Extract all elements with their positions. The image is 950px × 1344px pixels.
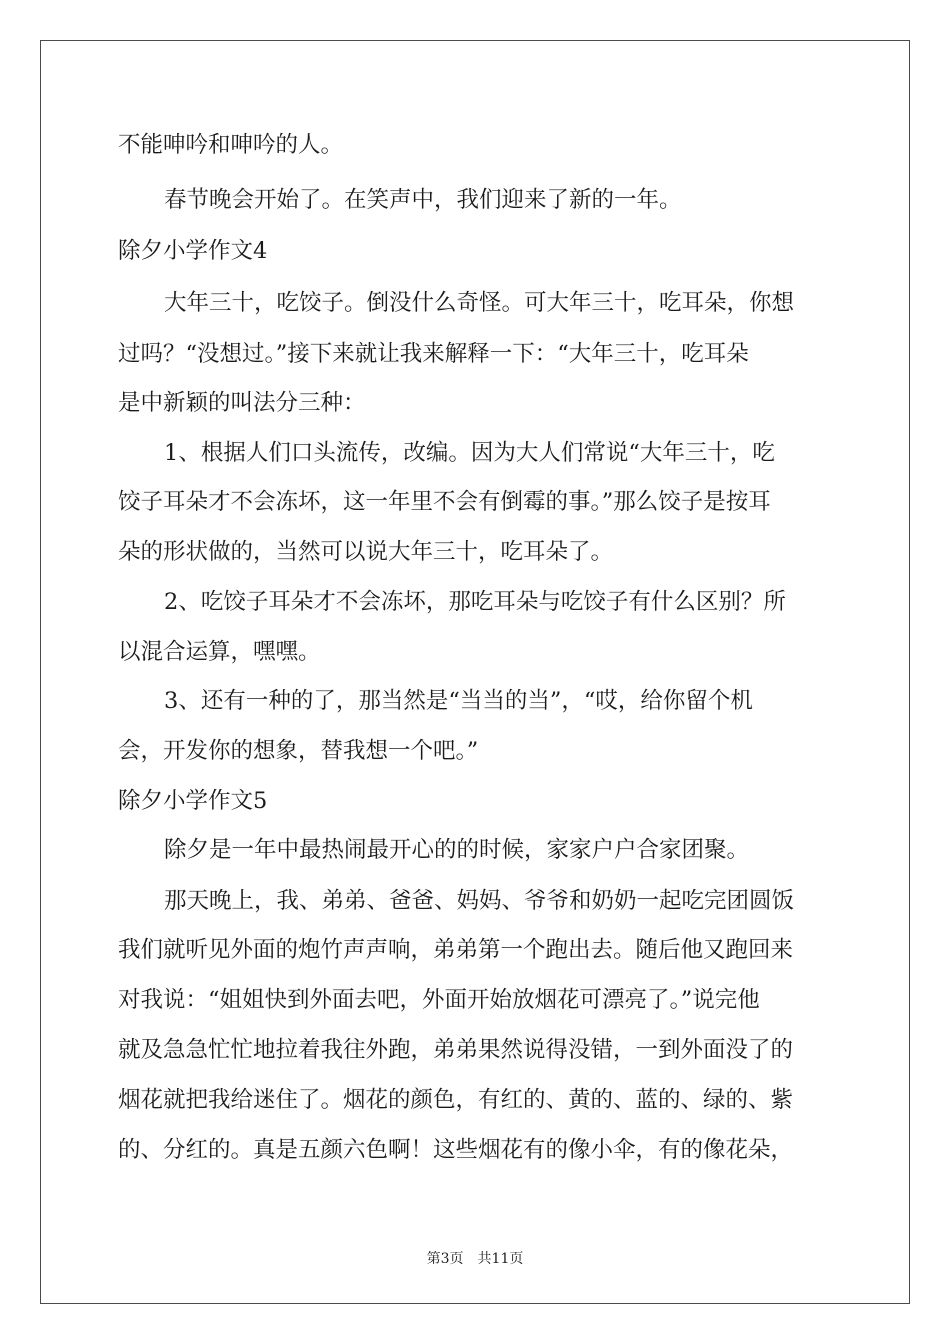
paragraph-line: 以混合运算，嘿嘿。 [118,639,321,665]
paragraph-line: 就及急急忙忙地拉着我往外跑，弟弟果然说得没错，一到外面没了的 [118,1037,794,1063]
paragraph-line: 那天晚上，我、弟弟、爸爸、妈妈、爷爷和奶奶一起吃完团圆饭 [164,888,795,914]
paragraph-line: 朵的形状做的，当然可以说大年三十，吃耳朵了。 [118,539,614,565]
paragraph-line: 3、还有一种的了，那当然是“当当的当”，“哎，给你留个机 [164,688,753,714]
paragraph-line: 春节晚会开始了。在笑声中，我们迎来了新的一年。 [164,187,682,213]
paragraph-line: 我们就听见外面的炮竹声声响，弟弟第一个跑出去。随后他又跑回来 [118,937,794,963]
paragraph-line: 大年三十，吃饺子。倒没什么奇怪。可大年三十，吃耳朵，你想 [164,290,795,316]
section-heading: 除夕小学作文5 [118,788,268,814]
paragraph-line: 是中新颖的叫法分三种： [118,390,366,416]
paragraph-line: 过吗？“没想过。”接下来就让我来解释一下：“大年三十，吃耳朵 [118,341,749,367]
paragraph-line: 不能呻吟和呻吟的人。 [118,132,344,158]
paragraph-line: 烟花就把我给迷住了。烟花的颜色，有红的、黄的、蓝的、绿的、紫 [118,1087,794,1113]
page-total: 共11页 [477,1251,524,1267]
page-footer [0,1248,950,1268]
paragraph-line: 的、分红的。真是五颜六色啊！这些烟花有的像小伞，有的像花朵， [118,1137,794,1163]
paragraph-line: 除夕是一年中最热闹最开心的的时候，家家户户合家团聚。 [164,837,750,863]
page-number: 第3页 [426,1251,464,1267]
paragraph-line: 1、根据人们口头流传，改编。因为大人们常说“大年三十，吃 [164,440,775,466]
paragraph-line: 2、吃饺子耳朵才不会冻坏，那吃耳朵与吃饺子有什么区别？所 [164,589,786,615]
paragraph-line: 饺子耳朵才不会冻坏，这一年里不会有倒霉的事。”那么饺子是按耳 [118,489,771,515]
section-heading: 除夕小学作文4 [118,238,268,264]
paragraph-line: 会，开发你的想象，替我想一个吧。” [118,738,479,764]
paragraph-line: 对我说：“姐姐快到外面去吧，外面开始放烟花可漂亮了。”说完他 [118,987,760,1013]
